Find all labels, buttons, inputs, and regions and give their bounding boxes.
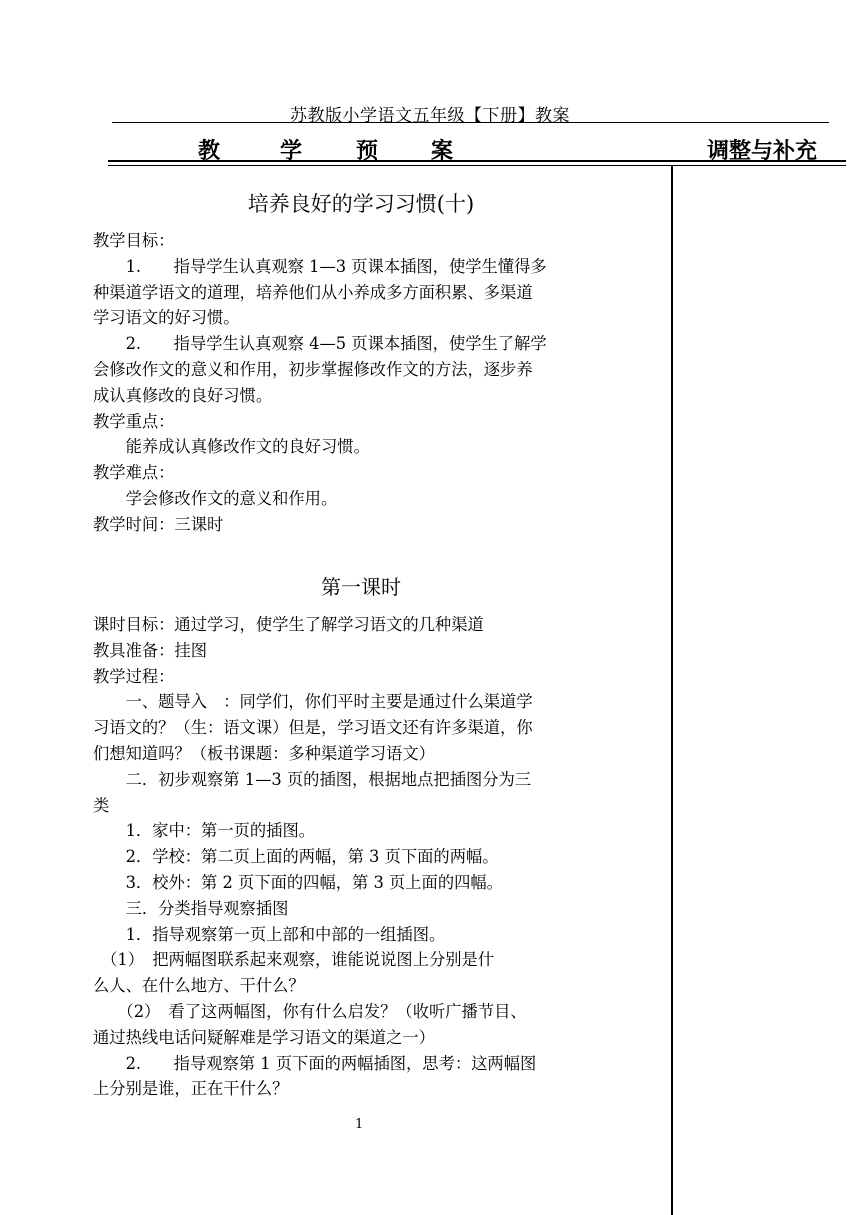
table-top-rule-thick xyxy=(108,160,846,162)
text-line: 习语文的？（生：语文课）但是，学习语文还有许多渠道，你 xyxy=(93,718,533,738)
page-number: 1 xyxy=(355,1117,364,1132)
text-line: 种渠道学语文的道理，培养他们从小养成多方面积累、多渠道 xyxy=(93,282,533,302)
header-rule xyxy=(112,122,829,123)
text-line: 一、题导入 ：同学们，你们平时主要是通过什么渠道学 xyxy=(93,692,533,712)
document-header-title: 苏教版小学语文五年级【下册】教案 xyxy=(290,106,570,126)
text-line: 课时目标：通过学习，使学生了解学习语文的几种渠道 xyxy=(93,615,484,634)
text-line: 教具准备：挂图 xyxy=(93,640,207,660)
text-line: （2） 看了这两幅图，你有什么启发？（收听广播节目、 xyxy=(93,1001,527,1021)
column-header-char-3: 预 xyxy=(356,139,379,164)
text-line: 么人、在什么地方、干什么？ xyxy=(93,976,305,996)
text-line: 能养成认真修改作文的良好习惯。 xyxy=(93,437,370,457)
text-line: 二．初步观察第 1—3 页的插图，根据地点把插图分为三 xyxy=(93,769,532,789)
column-header-char-1: 教 xyxy=(198,139,221,164)
text-line: 会修改作文的意义和作用，初步掌握修改作文的方法，逐步养 xyxy=(93,359,533,379)
text-line: 类 xyxy=(93,795,110,815)
column-header-char-4: 案 xyxy=(431,139,454,164)
text-line: 3．校外：第 2 页下面的四幅，第 3 页上面的四幅。 xyxy=(93,872,503,892)
text-line: 教学时间：三课时 xyxy=(93,514,224,534)
column-divider xyxy=(671,165,673,1215)
text-line: 们想知道吗？（板书课题：多种渠道学习语文） xyxy=(93,743,435,763)
lesson-one-body xyxy=(93,612,631,1102)
text-line: 2. 指导观察第 1 页下面的两幅插图，思考：这两幅图 xyxy=(93,1053,537,1073)
section-title: 第一课时 xyxy=(321,575,401,599)
text-line: 上分别是谁，正在干什么？ xyxy=(93,1079,289,1099)
text-line: 学会修改作文的意义和作用。 xyxy=(93,488,338,508)
text-line: 2. 指导学生认真观察 4—5 页课本插图，使学生了解学 xyxy=(93,334,547,354)
text-line: 1．指导观察第一页上部和中部的一组插图。 xyxy=(93,924,446,944)
text-line: （1） 把两幅图联系起来观察，谁能说说图上分别是什 xyxy=(93,950,495,970)
text-line: 教学过程： xyxy=(93,666,175,686)
lesson-title: 培养良好的学习习惯(十) xyxy=(247,192,475,216)
column-header-adjustments: 调整与补充 xyxy=(707,139,818,164)
text-line: 2．学校：第二页上面的两幅，第 3 页下面的两幅。 xyxy=(93,847,499,867)
text-line: 教学目标： xyxy=(93,231,175,250)
text-line: 通过热线电话问疑解难是学习语文的渠道之一） xyxy=(93,1027,435,1047)
lesson-overview xyxy=(93,228,631,538)
text-line: 1．家中：第一页的插图。 xyxy=(93,821,316,841)
text-line: 教学重点： xyxy=(93,411,175,431)
text-line: 三．分类指导观察插图 xyxy=(93,898,289,918)
text-line: 学习语文的好习惯。 xyxy=(93,308,240,328)
text-line: 1. 指导学生认真观察 1—3 页课本插图，使学生懂得多 xyxy=(93,256,547,276)
text-line: 教学难点： xyxy=(93,463,175,483)
table-top-rule-thin xyxy=(108,165,846,166)
text-line: 成认真修改的良好习惯。 xyxy=(93,385,273,405)
column-header-char-2: 学 xyxy=(280,139,303,164)
